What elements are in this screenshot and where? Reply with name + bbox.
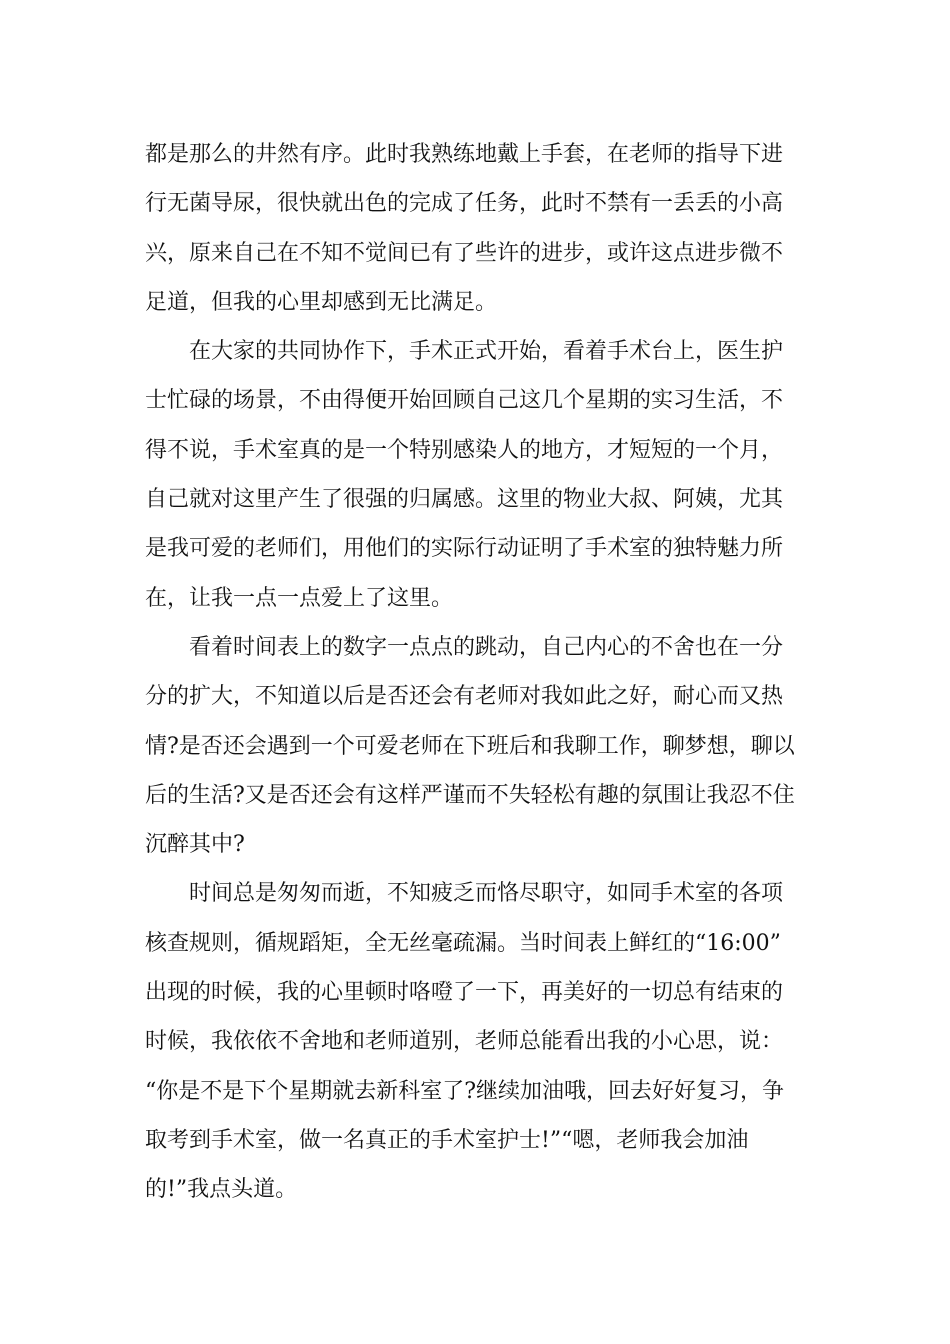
- text-line: 行无菌导尿，很快就出色的完成了任务，此时不禁有一丢丢的小高: [145, 191, 784, 217]
- text-line: 足道，但我的心里却感到无比满足。: [145, 289, 498, 315]
- text-line: 出现的时候，我的心里顿时咯噔了一下，再美好的一切总有结束的: [145, 980, 784, 1006]
- document-body: [145, 130, 807, 1215]
- text-line: 士忙碌的场景，不由得便开始回顾自己这几个星期的实习生活，不: [145, 388, 784, 414]
- text-line: 后的生活?又是否还会有这样严谨而不失轻松有趣的氛围让我忍不住: [145, 782, 795, 808]
- text-line: “你是不是下个星期就去新科室了?继续加油哦，回去好好复习，争: [145, 1078, 785, 1104]
- text-line: 时间总是匆匆而逝，不知疲乏而恪尽职守，如同手术室的各项: [189, 881, 784, 907]
- text-line: 核查规则，循规蹈矩，全无丝毫疏漏。当时间表上鲜红的“16:00”: [145, 930, 781, 956]
- text-line: 在，让我一点一点爱上了这里。: [145, 585, 454, 611]
- text-line: 沉醉其中?: [145, 832, 245, 858]
- paragraph-3: [145, 623, 807, 869]
- text-line: 自己就对这里产生了很强的归属感。这里的物业大叔、阿姨，尤其: [145, 487, 784, 513]
- text-line: 时候，我依依不舍地和老师道别，老师总能看出我的小心思，说：: [145, 1029, 784, 1055]
- paragraph-4: [145, 869, 807, 1214]
- text-line: 看着时间表上的数字一点点的跳动，自己内心的不舍也在一分: [189, 634, 784, 660]
- text-line: 兴，原来自己在不知不觉间已有了些许的进步，或许这点进步微不: [145, 240, 784, 266]
- text-line: 分的扩大，不知道以后是否还会有老师对我如此之好，耐心而又热: [145, 684, 784, 710]
- paragraph-1: [145, 130, 807, 327]
- text-line: 取考到手术室，做一名真正的手术室护士!”“嗯，老师我会加油: [145, 1127, 749, 1153]
- paragraph-2: [145, 327, 807, 623]
- text-line: 在大家的共同协作下，手术正式开始，看着手术台上，医生护: [189, 339, 784, 365]
- text-line: 都是那么的井然有序。此时我熟练地戴上手套，在老师的指导下进: [145, 142, 784, 167]
- text-line: 情?是否还会遇到一个可爱老师在下班后和我聊工作，聊梦想，聊以: [145, 733, 795, 759]
- text-line: 得不说，手术室真的是一个特别感染人的地方，才短短的一个月，: [145, 437, 784, 463]
- text-line: 的!”我点头道。: [145, 1177, 298, 1203]
- text-line: 是我可爱的老师们，用他们的实际行动证明了手术室的独特魅力所: [145, 536, 784, 562]
